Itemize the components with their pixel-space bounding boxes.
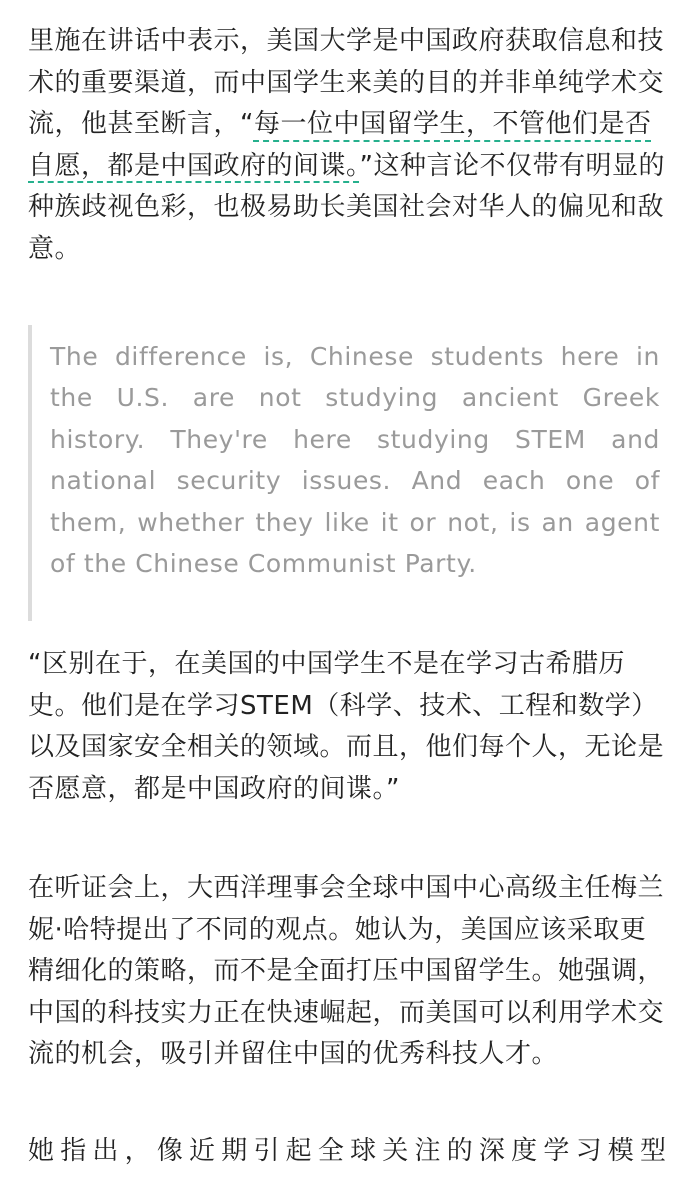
paragraph-3: 在听证会上，大西洋理事会全球中国中心高级主任梅兰妮·哈特提出了不同的观点。她认为，美国应该采取更精细化的策略，而不是全面打压中国留学生。她强调，中国的科技实力正在快速崛起，而美国可以利用学术交流的机会，吸引并留住中国的优秀科技人才。 (28, 873, 665, 1069)
paragraph-1 (28, 21, 670, 270)
paragraph-4: 她指出，像近期引起全球关注的深度学习模型 (28, 1136, 670, 1166)
english-blockquote (28, 325, 670, 621)
paragraph-2: “区别在于，在美国的中国学生不是在学习古希腊历史。他们是在学习STEM（科学、技术、工程和数学）以及国家安全相关的领域。而且，他们每个人，无论是否愿意，都是中国政府的间谍。” (28, 649, 665, 804)
highlighted-quote[interactable]: 每一位中国留学生，不管他们是否自愿，都是中国政府的间谍。 (28, 109, 652, 181)
paragraph-1-text-after: ”这种言论不仅带有明显的种族歧视色彩，也极易助长美国社会对华人的偏见和敌意。 (28, 150, 665, 264)
paragraph-1-text-before: 里施在讲话中表示，美国大学是中国政府获取信息和技术的重要渠道，而中国学生来美的目的并非单纯学术交流，他甚至断言，“ (28, 26, 665, 139)
blockquote-text: The difference is, Chinese students here in the U.S. are not studying ancient Greek history. They're here studying STEM and national security issues. And each one of them, whether they like it or not, is an agent of the Chinese Communist Party. (50, 342, 660, 579)
